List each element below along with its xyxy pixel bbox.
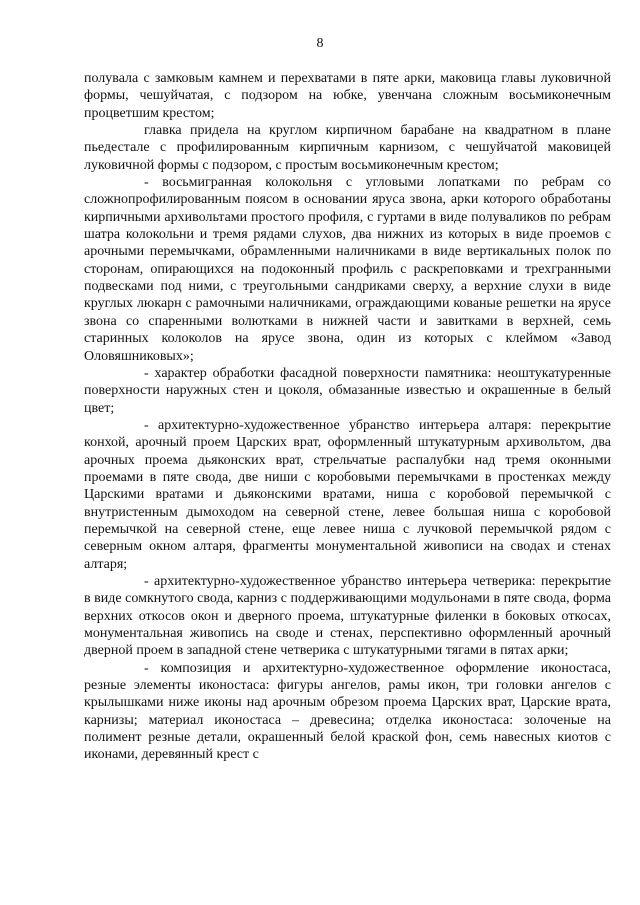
paragraph-iconostasis: - композиция и архитектурно-художественное оформление иконостаса, резные элементы иконостаса: фигуры ангелов, рамы икон, три головки ангелов с крылышками ниже иконы над арочным обрезом проема Царских врат, Царские врата, карнизы; материал иконостаса – древесина; отделка иконостаса: золоченые на полимент резные детали, окрашенный белой краской фон, семь навесных киотов с иконами, деревянный крест с — [84, 660, 611, 763]
paragraph-bell-tower: - восьмигранная колокольня с угловыми лопатками по ребрам со сложнопрофилированным поясом в основании яруса звона, арки которого обработаны кирпичными архивольтами простого профиля, с гуртами в виде полуваликов по ребрам шатра колокольни и тремя рядами слухов, два нижних из которых в виде проемов с арочными перемычками, обрамленными наличниками в виде вертикальных полок по сторонам, опирающихся на подоконный профиль с раскреповками и трехгранными подвесками под ними, с треугольными сандриками сверху, а верхние слухи в виде круглых люкарн с рамочными наличниками, ограждающими кованые решетки на ярусе звона со спаренными волютками в нижней части и завитками в верхней, семь старинных колоколов на ярусе звона, один из которых с клеймом «Завод Оловяшниковых»; — [84, 175, 611, 364]
paragraph-continuation: полувала с замковым камнем и перехватами в пяте арки, маковица главы луковичной формы, чешуйчатая, с подзором на юбке, увенчана сложным восьмиконечным процветшим крестом; — [84, 71, 611, 121]
paragraph-chapel-dome: главка придела на круглом кирпичном барабане на квадратном в плане пьедестале с профилированным кирпичным карнизом, с чешуйчатой маковицей луковичной формы с подзором, с простым восьмиконечным крестом; — [84, 123, 611, 173]
paragraph-facade-surface: - характер обработки фасадной поверхности памятника: неоштукатуренные поверхности наружных стен и цоколя, обмазанные известью и окрашенные в белый цвет; — [84, 365, 611, 416]
page-number: 8 — [316, 36, 324, 51]
paragraph-chetverik-interior: - архитектурно-художественное убранство интерьера четверика: перекрытие в виде сомкнутого свода, карниз с поддерживающими модульонами в пяте свода, форма верхних откосов окон и дверного проема, штукатурные филенки в боковых откосах, монументальная живопись на своде и стенах, перспективно оформленный арочный дверной проем в западной стене четверика с штукатурными тягами в пятах арки; — [84, 573, 611, 659]
paragraph-altar-interior: - архитектурно-художественное убранство интерьера алтаря: перекрытие конхой, арочный проем Царских врат, оформленный штукатурным архивольтом, два арочных проема дьяконских врат, стрельчатые распалубки над тремя оконными проемами в пяте свода, две ниши с коробовыми перемычками в простенках между Царскими вратами и дьяконскими вратами, ниша с коробовой перемычкой с внутристенным дымоходом на северной стене, левее большая ниша с коробовой перемычкой на северной стене, еще левее ниша с лучковой перемычкой рядом с северным окном алтаря, фрагменты монументальной живописи на сводах и стенах алтаря; — [84, 417, 611, 572]
document-body — [84, 70, 611, 764]
